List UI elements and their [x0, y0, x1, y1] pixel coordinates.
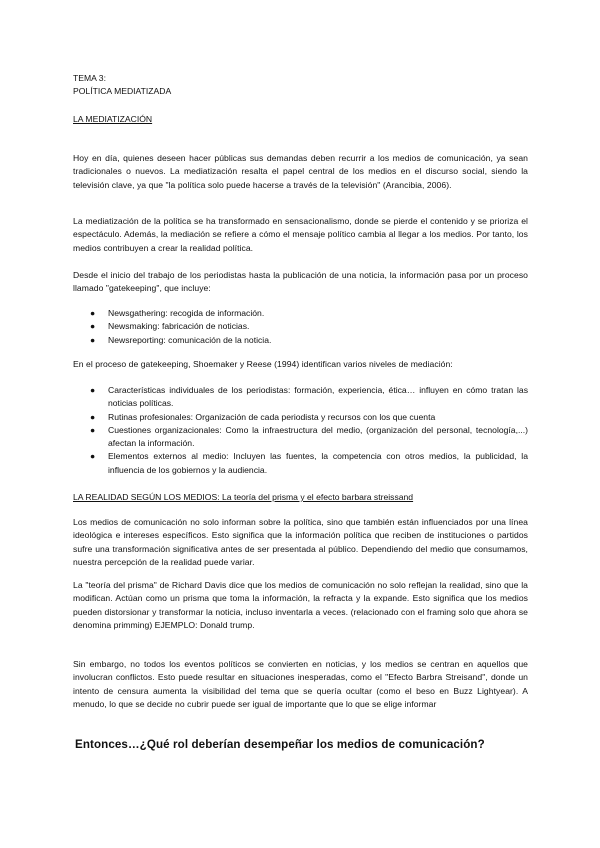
bullet-icon: ●: [90, 451, 96, 462]
bullet-icon: ●: [90, 321, 96, 332]
paragraph-influencia-ideologica: Los medios de comunicación no solo informan sobre la política, sino que también están influenciados por una línea ideológica e intereses específicos. Esto significa que la información política que reciben de instituciones o partidos sufre una transformación significativa antes de ser presentada al público. Dependiendo del medio que consumamos, nuestra percepción de la realidad puede variar.: [73, 517, 528, 567]
niveles-list: [73, 384, 528, 477]
list-item: ● Cuestiones organizacionales: Como la infraestructura del medio, (organización del personal, tecnología,...) afectan la información.: [90, 424, 528, 449]
bullet-icon: ●: [90, 385, 96, 395]
list-item: ● Newsmaking: fabricación de noticias.: [73, 320, 528, 333]
bullet-icon: ●: [90, 334, 96, 345]
gatekeeping-list: [73, 307, 528, 347]
document-title: POLÍTICA MEDIATIZADA: [73, 86, 172, 96]
list-item: ● Elementos externos al medio: Incluyen las fuentes, la competencia con otros medios, la publicidad, la influencia de los gobiernos y la audiencia.: [90, 451, 528, 475]
paragraph-sensacionalismo: La mediatización de la política se ha transformado en sensacionalismo, donde se pierde el contenido y se prioriza el espectáculo. Además, la mediación se refiere a cómo el mensaje político cambia al llegar a los medios. Por tanto, los medios contribuyen a crear la realidad política.: [73, 216, 528, 253]
section-heading-mediatizacion: LA MEDIATIZACIÓN: [73, 114, 153, 124]
paragraph-gatekeeping: Desde el inicio del trabajo de los periodistas hasta la publicación de una noticia, la información pasa por un proceso llamado "gatekeeping", que incluye:: [73, 270, 528, 294]
bullet-icon: ●: [90, 308, 96, 318]
list-item: ● Newsgathering: recogida de información.: [73, 307, 528, 320]
list-item: ● Características individuales de los periodistas: formación, experiencia, ética… influyen en cómo tratan las noticias políticas.: [90, 385, 528, 409]
paragraph-niveles-mediacion: En el proceso de gatekeeping, Shoemaker y Reese (1994) identifican varios niveles de mediación:: [73, 359, 453, 369]
section-heading-realidad: LA REALIDAD SEGÚN LOS MEDIOS: La teoría del prisma y el efecto barbara streissand: [73, 492, 414, 502]
closing-question: Entonces…¿Qué rol deberían desempeñar los medios de comunicación?: [75, 738, 485, 751]
paragraph-teoria-prisma: La "teoría del prisma" de Richard Davis dice que los medios de comunicación no solo reflejan la realidad, sino que la modifican. Actúan como un prisma que toma la información, la refracta y la expande. Esto significa que los medios pueden distorsionar y transformar la noticia, incluso inventarla a veces. (relacionado con el framing solo que ahora se denomina primming) EJEMPLO: Donald trump.: [73, 580, 528, 630]
paragraph-mediatizacion-intro: Hoy en día, quienes deseen hacer públicas sus demandas deben recurrir a los medios de comunicación, ya sean tradicionales o nuevos. La mediatización resalta el papel central de los medios en el discurso social, siendo la televisión clave, ya que "la política solo puede hacerse a través de la televisión" (Arancibia, 2006).: [73, 153, 528, 190]
bullet-icon: ●: [90, 424, 96, 435]
topic-number: TEMA 3:: [73, 73, 106, 83]
bullet-icon: ●: [90, 411, 96, 422]
paragraph-efecto-streisand: Sin embargo, no todos los eventos políticos se convierten en noticias, y los medios se centran en aquellos que involucran conflictos. Esto puede resultar en situaciones inesperadas, como el "Efecto Barbra Streisand", donde un intento de censura aumenta la visibilidad del tema que se quería ocultar (como el beso en Buzz Lightyear). A menudo, lo que se decide no cubrir puede ser igual de importante que lo que se elige informar: [73, 659, 528, 709]
list-item: ● Rutinas profesionales: Organización de cada periodista y recursos con los que cuenta: [73, 411, 528, 424]
list-item: ● Newsreporting: comunicación de la noticia.: [73, 334, 528, 347]
